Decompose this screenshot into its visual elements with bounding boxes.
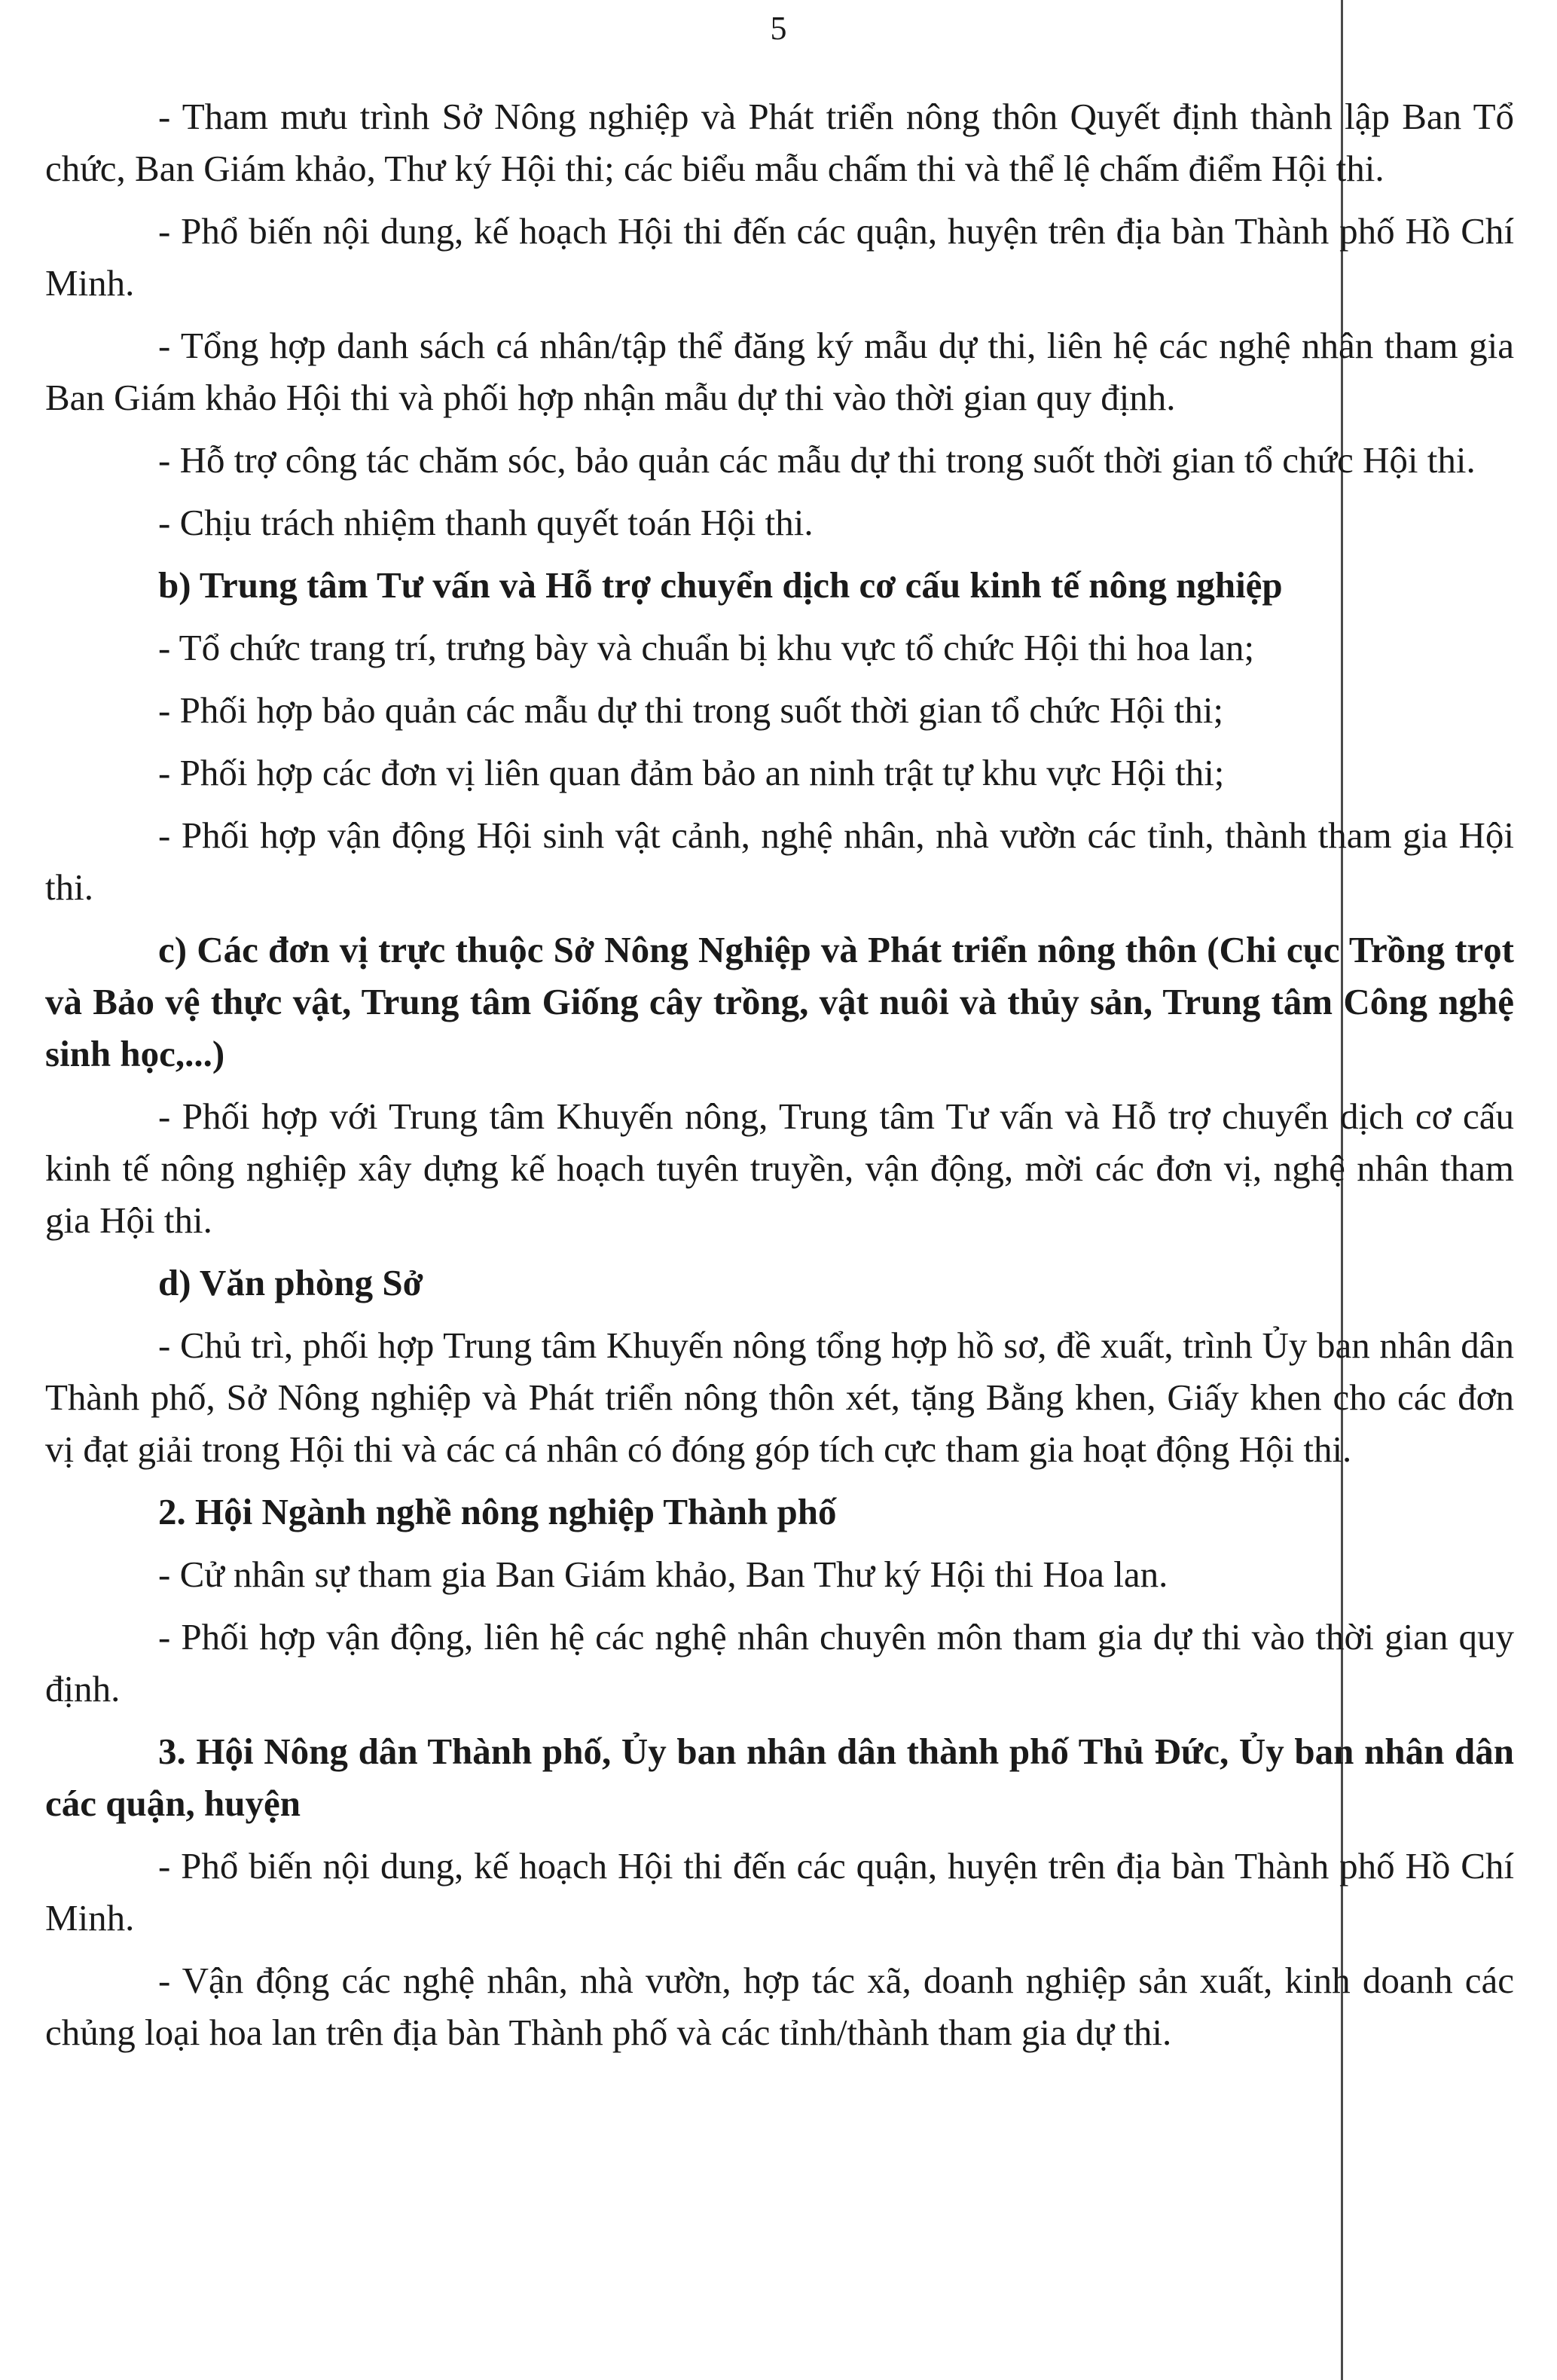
page-number: 5 [770, 10, 787, 47]
paragraph: - Vận động các nghệ nhân, nhà vườn, hợp tác xã, doanh nghiệp sản xuất, kinh doanh các chủng loại hoa lan trên địa bàn Thành phố và các tỉnh/thành tham gia dự thi. [45, 1960, 1514, 2053]
section-heading: d) Văn phòng Sở [158, 1262, 423, 1303]
document-body [45, 90, 1514, 2069]
paragraph: - Hỗ trợ công tác chăm sóc, bảo quản các mẫu dự thi trong suốt thời gian tổ chức Hội thi. [158, 439, 1476, 481]
paragraph: - Tổng hợp danh sách cá nhân/tập thể đăng ký mẫu dự thi, liên hệ các nghệ nhân tham gia Ban Giám khảo Hội thi và phối hợp nhận mẫu dự thi vào thời gian quy định. [45, 325, 1514, 418]
paragraph: - Chịu trách nhiệm thanh quyết toán Hội thi. [158, 502, 814, 543]
paragraph: - Chủ trì, phối hợp Trung tâm Khuyến nông tổng hợp hồ sơ, đề xuất, trình Ủy ban nhân dân Thành phố, Sở Nông nghiệp và Phát triển nông thôn xét, tặng Bằng khen, Giấy khen cho các đơn vị đạt giải trong Hội thi và các cá nhân có đóng góp tích cực tham gia hoạt động Hội thi. [45, 1324, 1514, 1470]
paragraph: - Tham mưu trình Sở Nông nghiệp và Phát triển nông thôn Quyết định thành lập Ban Tổ chức, Ban Giám khảo, Thư ký Hội thi; các biểu mẫu chấm thi và thể lệ chấm điểm Hội thi. [45, 96, 1514, 189]
paragraph: - Phối hợp vận động, liên hệ các nghệ nhân chuyên môn tham gia dự thi vào thời gian quy định. [45, 1616, 1514, 1709]
paragraph: - Cử nhân sự tham gia Ban Giám khảo, Ban Thư ký Hội thi Hoa lan. [158, 1554, 1168, 1595]
paragraph: - Phối hợp các đơn vị liên quan đảm bảo an ninh trật tự khu vực Hội thi; [158, 752, 1225, 793]
paragraph: - Phối hợp vận động Hội sinh vật cảnh, nghệ nhân, nhà vườn các tỉnh, thành tham gia Hội thi. [45, 814, 1514, 908]
paragraph: - Phổ biến nội dung, kế hoạch Hội thi đến các quận, huyện trên địa bàn Thành phố Hồ Chí Minh. [45, 210, 1514, 304]
section-heading: b) Trung tâm Tư vấn và Hỗ trợ chuyển dịch cơ cấu kinh tế nông nghiệp [158, 564, 1283, 606]
section-heading: 3. Hội Nông dân Thành phố, Ủy ban nhân dân thành phố Thủ Đức, Ủy ban nhân dân các quận, huyện [45, 1731, 1514, 1824]
section-heading: c) Các đơn vị trực thuộc Sở Nông Nghiệp và Phát triển nông thôn (Chi cục Trồng trọt và Bảo vệ thực vật, Trung tâm Giống cây trồng, vật nuôi và thủy sản, Trung tâm Công nghệ sinh học,...) [45, 929, 1514, 1074]
paragraph: - Tổ chức trang trí, trưng bày và chuẩn bị khu vực tổ chức Hội thi hoa lan; [158, 627, 1255, 668]
paragraph: - Phối hợp với Trung tâm Khuyến nông, Trung tâm Tư vấn và Hỗ trợ chuyển dịch cơ cấu kinh tế nông nghiệp xây dựng kế hoạch tuyên truyền, vận động, mời các đơn vị, nghệ nhân tham gia Hội thi. [45, 1095, 1514, 1241]
section-heading: 2. Hội Ngành nghề nông nghiệp Thành phố [158, 1491, 837, 1532]
paragraph: - Phổ biến nội dung, kế hoạch Hội thi đến các quận, huyện trên địa bàn Thành phố Hồ Chí Minh. [45, 1845, 1514, 1939]
paragraph: - Phối hợp bảo quản các mẫu dự thi trong suốt thời gian tổ chức Hội thi; [158, 689, 1224, 731]
